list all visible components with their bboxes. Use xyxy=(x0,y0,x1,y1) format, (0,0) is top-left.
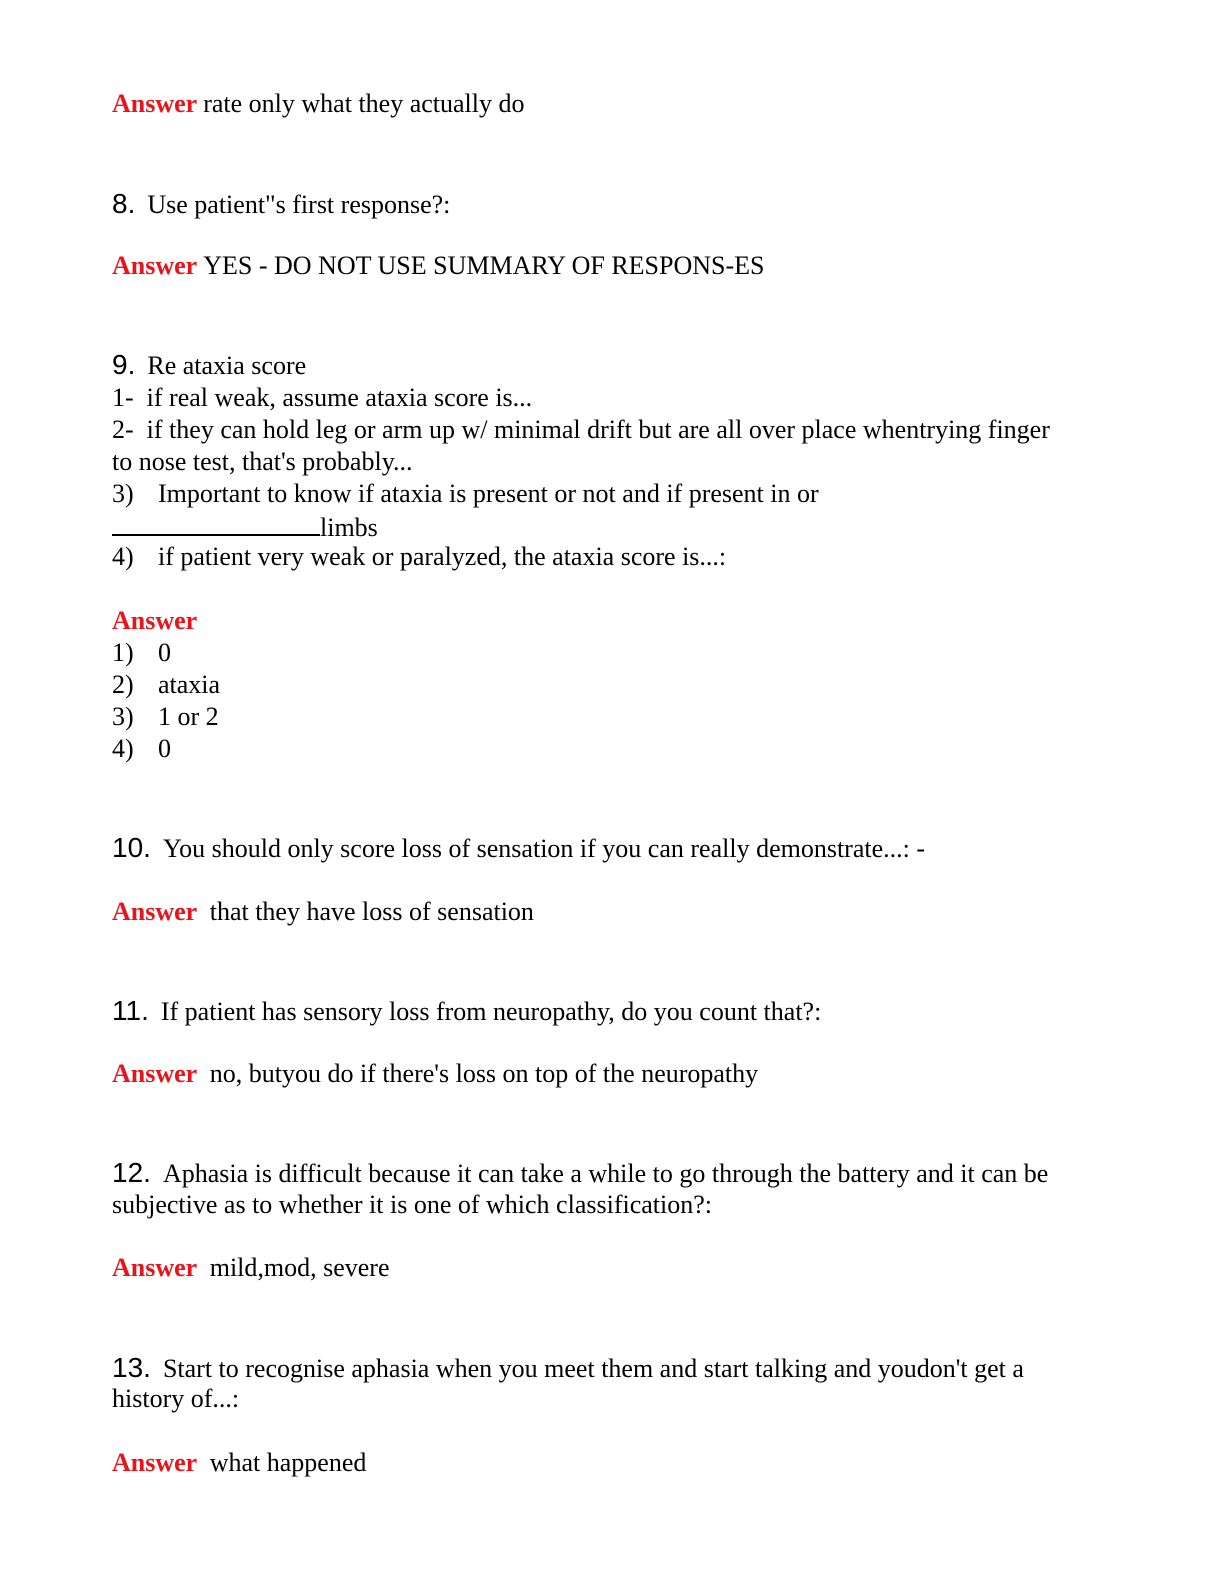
question-text: Aphasia is difficult because it can take a while to go through the battery and it can be xyxy=(162,1159,1049,1188)
item-marker: 4) xyxy=(112,734,134,763)
item-text: Important to know if ataxia is present or not and if present in or xyxy=(158,479,819,508)
answer-label: Answer xyxy=(112,1059,198,1088)
question-11 xyxy=(112,995,821,1028)
answer-label: Answer xyxy=(112,606,198,635)
item-marker: 1- xyxy=(112,383,134,412)
answer-label: Answer xyxy=(112,1448,198,1477)
question-number: 10. xyxy=(112,832,151,863)
item-marker: 1) xyxy=(112,638,134,667)
question-text: If patient has sensory loss from neuropathy, do you count that?: xyxy=(160,997,822,1026)
question-number: 11. xyxy=(112,995,149,1026)
answer-9 xyxy=(112,605,203,637)
question-9 xyxy=(112,349,306,382)
q9-answer-2 xyxy=(112,669,220,701)
answer-11 xyxy=(112,1058,758,1090)
q9-item-3 xyxy=(112,478,819,510)
q9-item-4 xyxy=(112,541,726,573)
answer-12 xyxy=(112,1252,390,1284)
answer-label: Answer xyxy=(112,1253,198,1282)
question-13 xyxy=(112,1352,1024,1385)
question-text: Re ataxia score xyxy=(147,351,307,380)
item-marker: 4) xyxy=(112,542,134,571)
q9-item-3-cont xyxy=(112,510,378,544)
question-text: subjective as to whether it is one of which classification?: xyxy=(112,1190,712,1219)
item-marker: 2) xyxy=(112,670,134,699)
q9-item-2-cont xyxy=(112,446,413,478)
q9-answer-4 xyxy=(112,733,171,765)
question-number: 12. xyxy=(112,1157,151,1188)
question-number: 9. xyxy=(112,349,136,380)
question-number: 13. xyxy=(112,1352,151,1383)
answer-text: mild,mod, severe xyxy=(209,1253,390,1282)
answer-text: YES - DO NOT USE SUMMARY OF RESPONS-ES xyxy=(203,251,765,280)
answer-label: Answer xyxy=(112,89,198,118)
answer-text: 0 xyxy=(158,734,171,763)
question-10 xyxy=(112,832,925,865)
q9-item-1 xyxy=(112,382,532,414)
answer-text: that they have loss of sensation xyxy=(209,897,534,926)
question-text: Start to recognise aphasia when you meet them and start talking and youdon't get a xyxy=(162,1354,1024,1383)
question-13-cont xyxy=(112,1383,239,1415)
item-text: to nose test, that's probably... xyxy=(112,447,413,476)
item-text: limbs xyxy=(320,513,378,542)
answer-text: 0 xyxy=(158,638,171,667)
question-12-cont xyxy=(112,1189,712,1221)
answer-label: Answer xyxy=(112,897,198,926)
answer-8 xyxy=(112,250,765,282)
answer-text: ataxia xyxy=(158,670,221,699)
q9-answer-1 xyxy=(112,637,171,669)
item-text: if they can hold leg or arm up w/ minimal drift but are all over place whentrying finger xyxy=(146,415,1050,444)
question-12 xyxy=(112,1157,1048,1190)
item-marker: 3) xyxy=(112,702,134,731)
q9-item-2 xyxy=(112,414,1050,446)
question-number: 8. xyxy=(112,188,136,219)
item-text: if patient very weak or paralyzed, the ataxia score is...: xyxy=(158,542,727,571)
question-text: history of...: xyxy=(112,1384,240,1413)
item-marker: 3) xyxy=(112,479,134,508)
answer-label: Answer xyxy=(112,251,198,280)
answer-7 xyxy=(112,88,525,120)
question-8 xyxy=(112,188,450,221)
answer-text: rate only what they actually do xyxy=(203,89,525,118)
item-marker: 2- xyxy=(112,415,134,444)
fill-in-blank xyxy=(112,510,320,536)
answer-text: what happened xyxy=(209,1448,367,1477)
answer-10 xyxy=(112,896,534,928)
answer-text: no, butyou do if there's loss on top of the neuropathy xyxy=(209,1059,759,1088)
question-text: Use patient"s first response?: xyxy=(147,190,451,219)
answer-text: 1 or 2 xyxy=(158,702,219,731)
q9-answer-3 xyxy=(112,701,219,733)
answer-13 xyxy=(112,1447,366,1479)
question-text: You should only score loss of sensation if you can really demonstrate...: - xyxy=(162,834,926,863)
item-text: if real weak, assume ataxia score is... xyxy=(146,383,533,412)
